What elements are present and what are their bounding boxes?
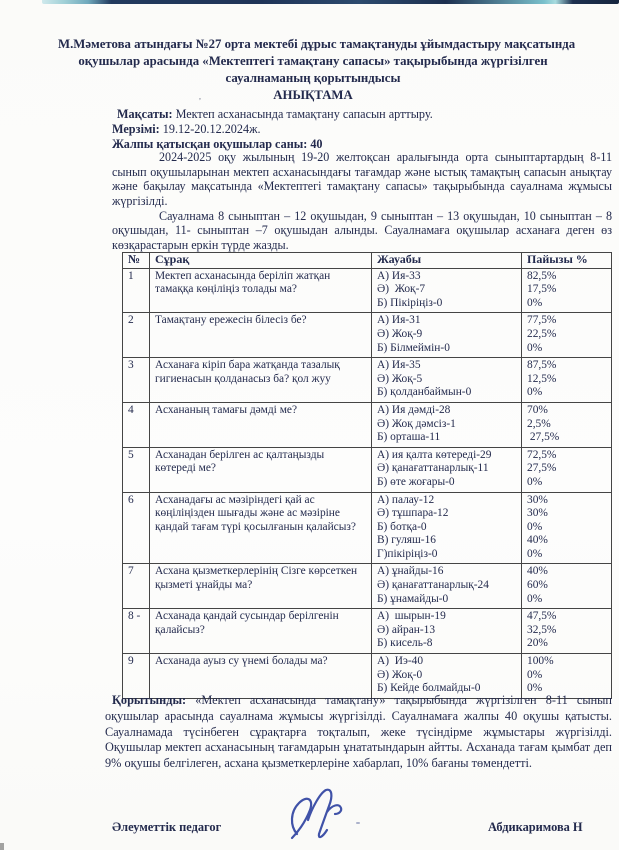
- row-number-cell: 6: [123, 492, 150, 564]
- answer-cell: [372, 402, 522, 447]
- answer-line: Б) өте жоғары-0: [377, 475, 455, 488]
- title-line-1: М.Мәметова атындағы №27 орта мектебі дұрыс тамақтануды ұйымдастыру мақсатында: [58, 37, 576, 51]
- percent-cell: [522, 492, 612, 564]
- scan-top-edge-artifact: [42, 0, 619, 4]
- answer-line: Б) Кейде болмайды-0: [377, 682, 481, 695]
- header-question: Сұрақ: [150, 253, 372, 269]
- answer-line: Г)пікіріңіз-0: [377, 547, 438, 560]
- answer-line: Ә) қанағаттанарлық-24: [377, 579, 489, 592]
- intro-paragraph-1: 2024-2025 оқу жылының 19-20 желтоқсан аралығында орта сыныптартардың 8-11 сынып оқушыларынан мектеп асханасындағы тағамдар және ыстық тамақтың сапасын анықтау және бақылау мақсатында «Мектептегі тамақтану сапасы» тақырыбында сауалнама жұмысы жүргізілді.: [112, 150, 612, 208]
- table-row: [123, 268, 612, 313]
- question-cell: Асханадағы ас мәзіріндегі қай ас көңіліңізден шығады және ас мәзіріне қандай тағам түрі қосылғанын қалайсыз?: [150, 492, 372, 564]
- goal-label: Мақсаты:: [117, 107, 173, 121]
- percent-line: 30%: [527, 493, 548, 506]
- answer-line: Б) кисель-8: [377, 637, 433, 650]
- answer-line: А) Ия-35: [377, 359, 421, 372]
- question-cell: Асханаға кіріп бара жатқанда тазалық гигиенасын қолданасыз ба? қол жуу: [150, 358, 372, 403]
- answer-line: Ә) Жоқ дәмсіз-1: [377, 417, 456, 430]
- percent-cell: [522, 268, 612, 313]
- percent-line: 20%: [527, 637, 548, 650]
- row-number-cell: 7: [123, 564, 150, 609]
- answer-line: Ә) Жоқ-5: [377, 372, 423, 385]
- participants-label: Жалпы қатысқан оқушылар саны: 40: [112, 137, 323, 152]
- answer-line: В) гуляш-16: [377, 534, 436, 547]
- answer-line: Ә) Жоқ-0: [377, 668, 423, 681]
- date-line: [112, 122, 612, 137]
- answer-line: А) Ия дәмді-28: [377, 403, 451, 416]
- answer-cell: [372, 564, 522, 609]
- header-percent: Пайызы %: [522, 253, 612, 269]
- table-header-row: [123, 253, 612, 269]
- social-pedagog-label: Әлеуметтік педагог: [112, 820, 222, 834]
- signatory-name: Абдикаримова Н: [488, 820, 583, 834]
- percent-line: 70%: [527, 403, 548, 416]
- question-cell: Асханада қандай сусындар берілгенін қалайсыз?: [150, 609, 372, 654]
- answer-line: Б) орташа-11: [377, 431, 441, 444]
- goal-text: Мектеп асханасында тамақтану сапасын арттыру.: [172, 107, 433, 121]
- percent-cell: [522, 609, 612, 654]
- row-number-cell: 3: [123, 358, 150, 403]
- answer-cell: [372, 313, 522, 358]
- table-row: [123, 447, 612, 492]
- percent-line: 0%: [527, 668, 543, 681]
- percent-line: 32,5%: [527, 623, 557, 636]
- table-row: [123, 358, 612, 403]
- answer-line: Б) Пікіріңіз-0: [377, 296, 443, 309]
- question-cell: Асхана қызметкерлерінің Сізге көрсеткен қызметі ұнайды ма?: [150, 564, 372, 609]
- table-row: [123, 313, 612, 358]
- certificate-heading: АНЫҚТАМА: [273, 88, 353, 102]
- document-title: [58, 36, 576, 104]
- percent-cell: [522, 402, 612, 447]
- answer-line: Б) ботқа-0: [377, 520, 427, 533]
- row-number-cell: 1: [123, 268, 150, 313]
- table-row: [123, 492, 612, 564]
- signature-ink-dot: [356, 822, 360, 824]
- conclusion-text: «Мектеп асханасында тамақтану» тақырыбында жүргізілген 8-11 сынып оқушылар арасында сауалнама жұмысы жүргізілді. Сауалнамаға жалпы 40 оқушы қатысты. Сауалнамада түсінбеген сұрақтарға тоқталып, жеке түсіндірме жұмыстары жүргізілді. Оқушылар мектеп асханасының тағамдарын ұнататындарын айтты. Асханада тағам қымбат деп 9% оқушы белгілеген, асхана қызметкерлеріне хабарлап, 10% бағаны төмендетті.: [105, 693, 612, 771]
- percent-cell: [522, 654, 612, 699]
- info-block: [112, 107, 612, 153]
- conclusion-label: Қорытынды:: [112, 693, 187, 707]
- percent-line: 72,5%: [527, 448, 557, 461]
- percent-line: 0%: [527, 475, 543, 488]
- date-label: Мерзімі:: [112, 122, 160, 137]
- answer-cell: [372, 447, 522, 492]
- answer-line: Ә) Жоқ-9: [377, 327, 423, 340]
- scan-speck: ,: [199, 92, 201, 101]
- percent-cell: [522, 358, 612, 403]
- percent-line: 87,5%: [527, 359, 557, 372]
- row-number-cell: 4: [123, 402, 150, 447]
- question-cell: Асхананың тамағы дәмді ме?: [150, 402, 372, 447]
- percent-line: 77,5%: [527, 314, 557, 327]
- answer-cell: [372, 358, 522, 403]
- percent-line: 82,5%: [527, 269, 557, 282]
- answer-cell: [372, 268, 522, 313]
- answer-line: Б) Білмеймін-0: [377, 341, 450, 354]
- percent-line: 12,5%: [527, 372, 557, 385]
- answer-line: А) Ия-33: [377, 269, 421, 282]
- row-number-cell: 2: [123, 313, 150, 358]
- answer-line: А) Иэ-40: [377, 655, 424, 668]
- percent-line: 22,5%: [527, 327, 557, 340]
- percent-line: 0%: [527, 341, 543, 354]
- percent-line: 2,5%: [527, 417, 551, 430]
- signature-handwriting-icon: [281, 784, 353, 844]
- percent-line: 0%: [527, 592, 543, 605]
- percent-line: 30%: [527, 507, 548, 520]
- percent-cell: [522, 564, 612, 609]
- answer-line: Б) ұнамайды-0: [377, 592, 449, 605]
- answer-line: А) ия қалта көтереді-29: [377, 448, 492, 461]
- answer-line: А) шырын-19: [377, 610, 446, 623]
- percent-line: 0%: [527, 520, 543, 533]
- percent-line: 40%: [527, 565, 548, 578]
- percent-line: 0%: [527, 296, 543, 309]
- row-number-cell: 9: [123, 654, 150, 699]
- percent-line: 47,5%: [527, 610, 557, 623]
- row-number-cell: 8 -: [123, 609, 150, 654]
- answer-line: Ә) тұшпара-12: [377, 507, 449, 520]
- percent-line: 100%: [527, 655, 554, 668]
- question-cell: Асханада ауыз су үнемі болады ма?: [150, 654, 372, 699]
- percent-cell: [522, 447, 612, 492]
- goal-line: [112, 107, 612, 122]
- table-row: [123, 564, 612, 609]
- title-line-2: оқушылар арасында «Мектептегі тамақтану сапасы» тақырыбында жүргізілген: [78, 54, 548, 68]
- intro-paragraph-2: Сауалнама 8 сыныптан – 12 оқушыдан, 9 сыныптан – 13 оқушыдан, 10 сыныптан – 8 оқушыдан, 11- сыныптан –7 оқушыдан алынды. Сауалнамаға оқушылар асханаға деген өз көзқарастарын еркін түрде жазды.: [112, 208, 612, 252]
- table-row: [123, 402, 612, 447]
- header-num: №: [123, 253, 150, 269]
- answer-cell: [372, 492, 522, 564]
- percent-line: 40%: [527, 534, 548, 547]
- answer-line: А) палау-12: [377, 493, 435, 506]
- question-cell: Асханадан берілген ас қалтаңызды көтереді ме?: [150, 447, 372, 492]
- answer-cell: [372, 609, 522, 654]
- answer-cell: [372, 654, 522, 699]
- answer-line: А) Ия-31: [377, 314, 421, 327]
- percent-line: 0%: [527, 386, 543, 399]
- answer-line: А) ұнайды-16: [377, 565, 444, 578]
- table-row: [123, 609, 612, 654]
- title-line-3: сауалнаманың қорытындысы: [225, 71, 401, 85]
- percent-line: 27,5%: [527, 462, 557, 475]
- scan-corner-artifact: [0, 843, 4, 850]
- row-number-cell: 5: [123, 447, 150, 492]
- answer-line: Ә) Жоқ-7: [377, 283, 426, 296]
- intro-paragraphs: [112, 150, 612, 253]
- date-text: 19.12-20.12.2024ж.: [159, 122, 261, 137]
- percent-line: 17,5%: [527, 283, 557, 296]
- percent-cell: [522, 313, 612, 358]
- conclusion-paragraph: [105, 693, 612, 772]
- survey-table: [122, 252, 612, 699]
- percent-line: 0%: [527, 682, 543, 695]
- answer-line: Б) қолданбаймын-0: [377, 386, 472, 399]
- question-cell: Мектеп асханасында беріліп жатқан тамаққа көңіліңіз толады ма?: [150, 268, 372, 313]
- answer-line: Ә) қанағаттанарлық-11: [377, 462, 489, 475]
- question-cell: Тамақтану ережесін білесіз бе?: [150, 313, 372, 358]
- answer-line: Ә) айран-13: [377, 623, 436, 636]
- percent-line: 0%: [527, 547, 543, 560]
- table-row: [123, 654, 612, 699]
- percent-line: 60%: [527, 579, 548, 592]
- percent-line: 27,5%: [527, 431, 560, 444]
- header-answer: Жауабы: [372, 253, 522, 269]
